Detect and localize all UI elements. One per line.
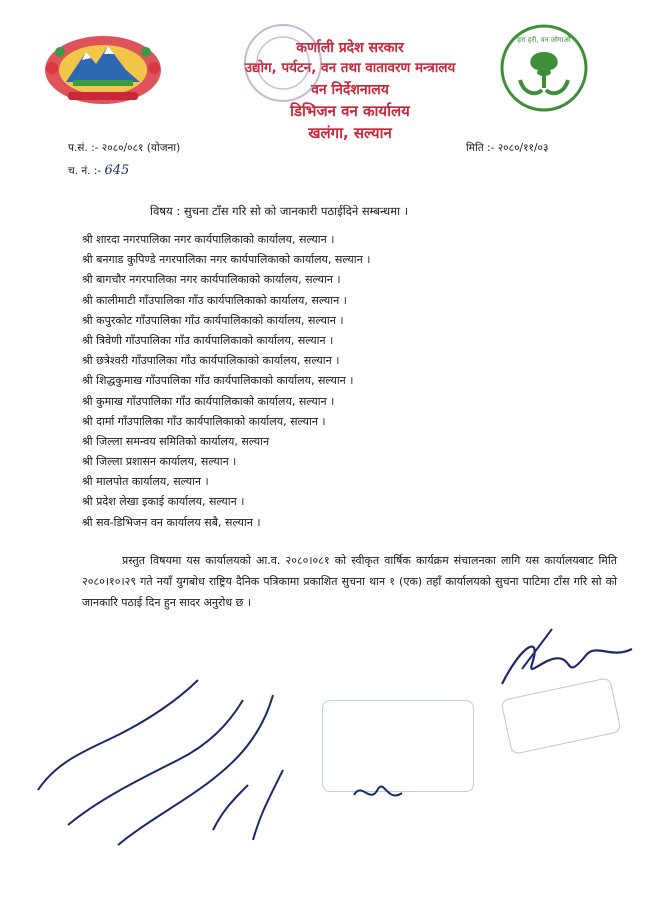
header-government: कर्णाली प्रदेश सरकार	[296, 40, 404, 56]
subject-line: विषय : सुचना टाँस गरि सो को जानकारी पठाईदिने सम्बन्धमा ।	[150, 204, 409, 218]
list-item: श्री कपुरकोट गाँउपालिका गाँउ कार्यपालिकाको कार्यालय, सल्यान ।	[82, 313, 344, 327]
list-item: श्री शिद्धकुमाख गाँउपालिका गाँउ कार्यपालिकाको कार्यालय, सल्यान ।	[82, 374, 354, 388]
office-seal-stamp-icon	[238, 18, 328, 108]
header-office: डिभिजन वन कार्यालय	[290, 102, 410, 120]
handwritten-notes-icon	[28, 640, 298, 850]
addressee-list	[82, 232, 370, 535]
list-item: श्री जिल्ला समन्वय समितिको कार्यालय, सल्यान	[82, 434, 270, 448]
body-paragraph: प्रस्तुत विषयमा यस कार्यालयको आ.व. २०८०।०८१ को स्वीकृत वार्षिक कार्यक्रम संचालनका लागि यस कार्यालयबाट मिति २०८०।१०।२९ गते नयाँ युगबोध राष्ट्रिय दैनिक पत्रिकामा प्रकाशित सुचना थान १ (एक) तहाँ कार्यालयको सुचना पाटिमा टाँस गरि सो को जानकारि पठाई दिन हुन सादर अनुरोध छ ।	[82, 554, 617, 609]
right-logo-text: हरा हरी, वन जोगाऔं	[517, 36, 571, 44]
list-item: श्री कुमाख गाँउपालिका गाँउ कार्यपालिकाको कार्यालय, सल्यान ।	[82, 394, 335, 408]
received-stamp-initials-icon	[348, 775, 408, 809]
header-ministry: उद्योग, पर्यटन, वन तथा वातावरण मन्त्रालय	[244, 60, 456, 76]
list-item: श्री सव-डिभिजन वन कार्यालय सबै, सल्यान ।	[82, 515, 261, 529]
list-item: श्री जिल्ला प्रशासन कार्यालय, सल्यान ।	[82, 455, 237, 469]
list-item: श्री बनगाड कुपिण्डे नगरपालिका नगर कार्यपालिकाको कार्यालय, सल्यान ।	[82, 253, 371, 267]
list-item: श्री कालीमाटी गाँउपालिका गाँउ कार्यपालिकाको कार्यालय, सल्यान ।	[82, 293, 347, 307]
nepal-emblem-icon	[38, 30, 168, 110]
list-item: श्री छत्रेश्वरी गाँउपालिका गाँउ कार्यपालिकाको कार्यालय, सल्यान ।	[82, 354, 340, 368]
header-directorate: वन निर्देशनालय	[311, 82, 389, 98]
list-item: श्री मालपोत कार्यालय, सल्यान ।	[82, 475, 209, 489]
dispatch-number-label: च. नं. :-	[68, 165, 105, 177]
list-item: श्री बागचौर नगरपालिका नगर कार्यपालिकाको कार्यालय, सल्यान ।	[82, 273, 341, 287]
issue-date: मिति :- २०८०/११/०३	[466, 142, 549, 154]
list-item: श्री प्रदेश लेखा इकाई कार्यालय, सल्यान ।	[82, 495, 245, 509]
dispatch-number	[68, 163, 129, 178]
dispatch-number-handwritten: 645	[104, 163, 130, 178]
header-location: खलंगा, सल्यान	[308, 124, 392, 142]
list-item: श्री शारदा नगरपालिका नगर कार्यपालिकाको कार्यालय, सल्यान ।	[82, 233, 335, 246]
reference-number: प.सं. :- २०८०/०८१ (योजना)	[68, 142, 181, 154]
list-item: श्री त्रिवेणी गाँउपालिका गाँउ कार्यपालिकाको कार्यालय, सल्यान ।	[82, 333, 334, 347]
list-item: श्री दार्मा गाँउपालिका गाँउ कार्यपालिकाको कार्यालय, सल्यान ।	[82, 414, 326, 428]
